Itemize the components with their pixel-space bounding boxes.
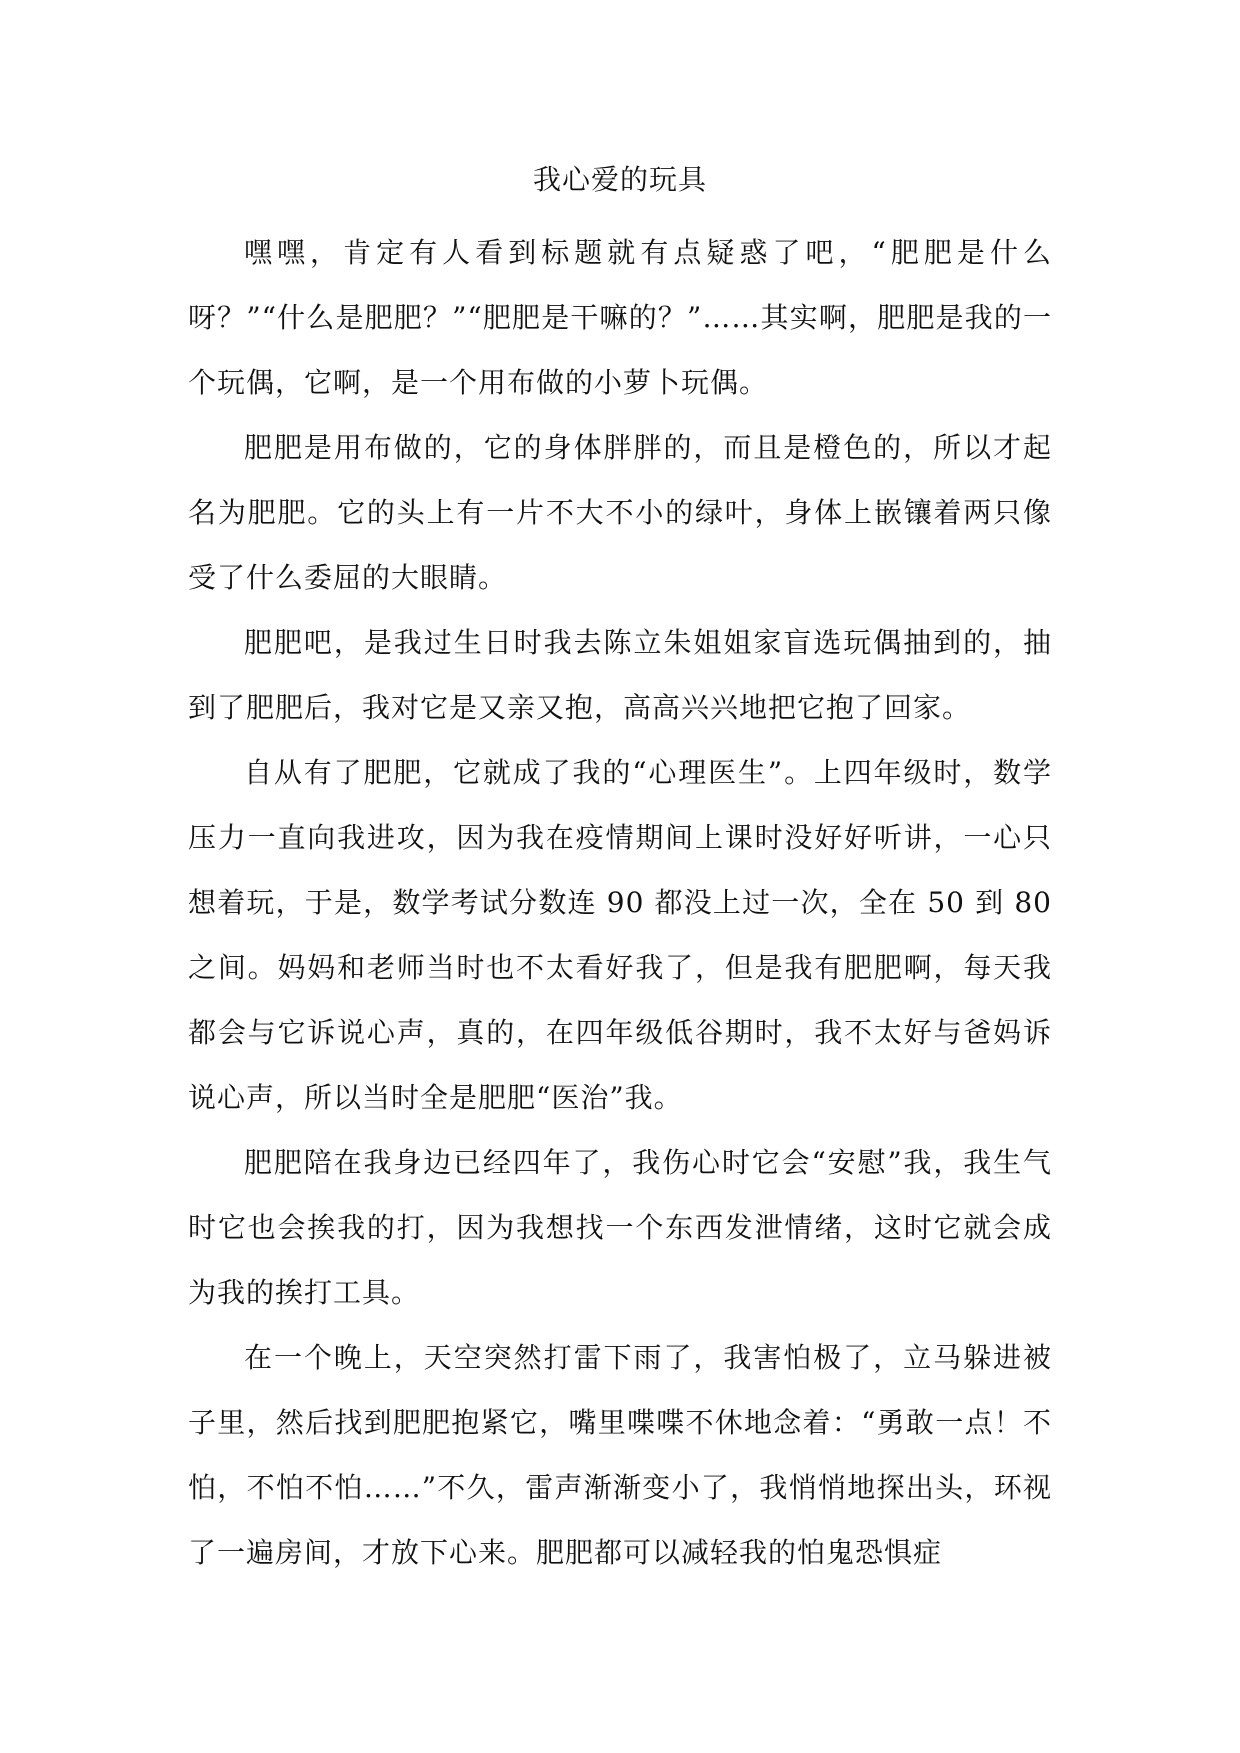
paragraph: 自从有了肥肥，它就成了我的“心理医生”。上四年级时，数学压力一直向我进攻，因为我在疫情期间上课时没好好听讲，一心只想着玩，于是，数学考试分数连 90 都没上过一次，全在 50 到 80 之间。妈妈和老师当时也不太看好我了，但是我有肥肥啊，每天我都会与它诉说心声，真的，在四年级低谷期时，我不太好与爸妈诉说心声，所以当时全是肥肥“医治”我。 [188,756,1052,1114]
paragraph: 在一个晚上，天空突然打雷下雨了，我害怕极了，立马躲进被子里，然后找到肥肥抱紧它，嘴里喋喋不休地念着：“勇敢一点！不怕，不怕不怕……”不久，雷声渐渐变小了，我悄悄地探出头，环视了一遍房间，才放下心来。肥肥都可以减轻我的怕鬼恐惧症 [188,1341,1052,1569]
paragraph: 肥肥陪在我身边已经四年了，我伤心时它会“安慰”我，我生气时它也会挨我的打，因为我想找一个东西发泄情绪，这时它就会成为我的挨打工具。 [188,1146,1052,1309]
document-title: 我心爱的玩具 [532,163,707,196]
paragraph: 肥肥吧，是我过生日时我去陈立朱姐姐家盲选玩偶抽到的，抽到了肥肥后，我对它是又亲又抱，高高兴兴地把它抱了回家。 [188,626,1052,724]
paragraph: 嘿嘿，肯定有人看到标题就有点疑惑了吧，“肥肥是什么呀？”“什么是肥肥？”“肥肥是干嘛的？”……其实啊，肥肥是我的一个玩偶，它啊，是一个用布做的小萝卜玩偶。 [188,236,1052,399]
paragraph: 肥肥是用布做的，它的身体胖胖的，而且是橙色的，所以才起名为肥肥。它的头上有一片不大不小的绿叶，身体上嵌镶着两只像受了什么委屈的大眼睛。 [188,431,1052,594]
document-body [188,220,1052,1585]
